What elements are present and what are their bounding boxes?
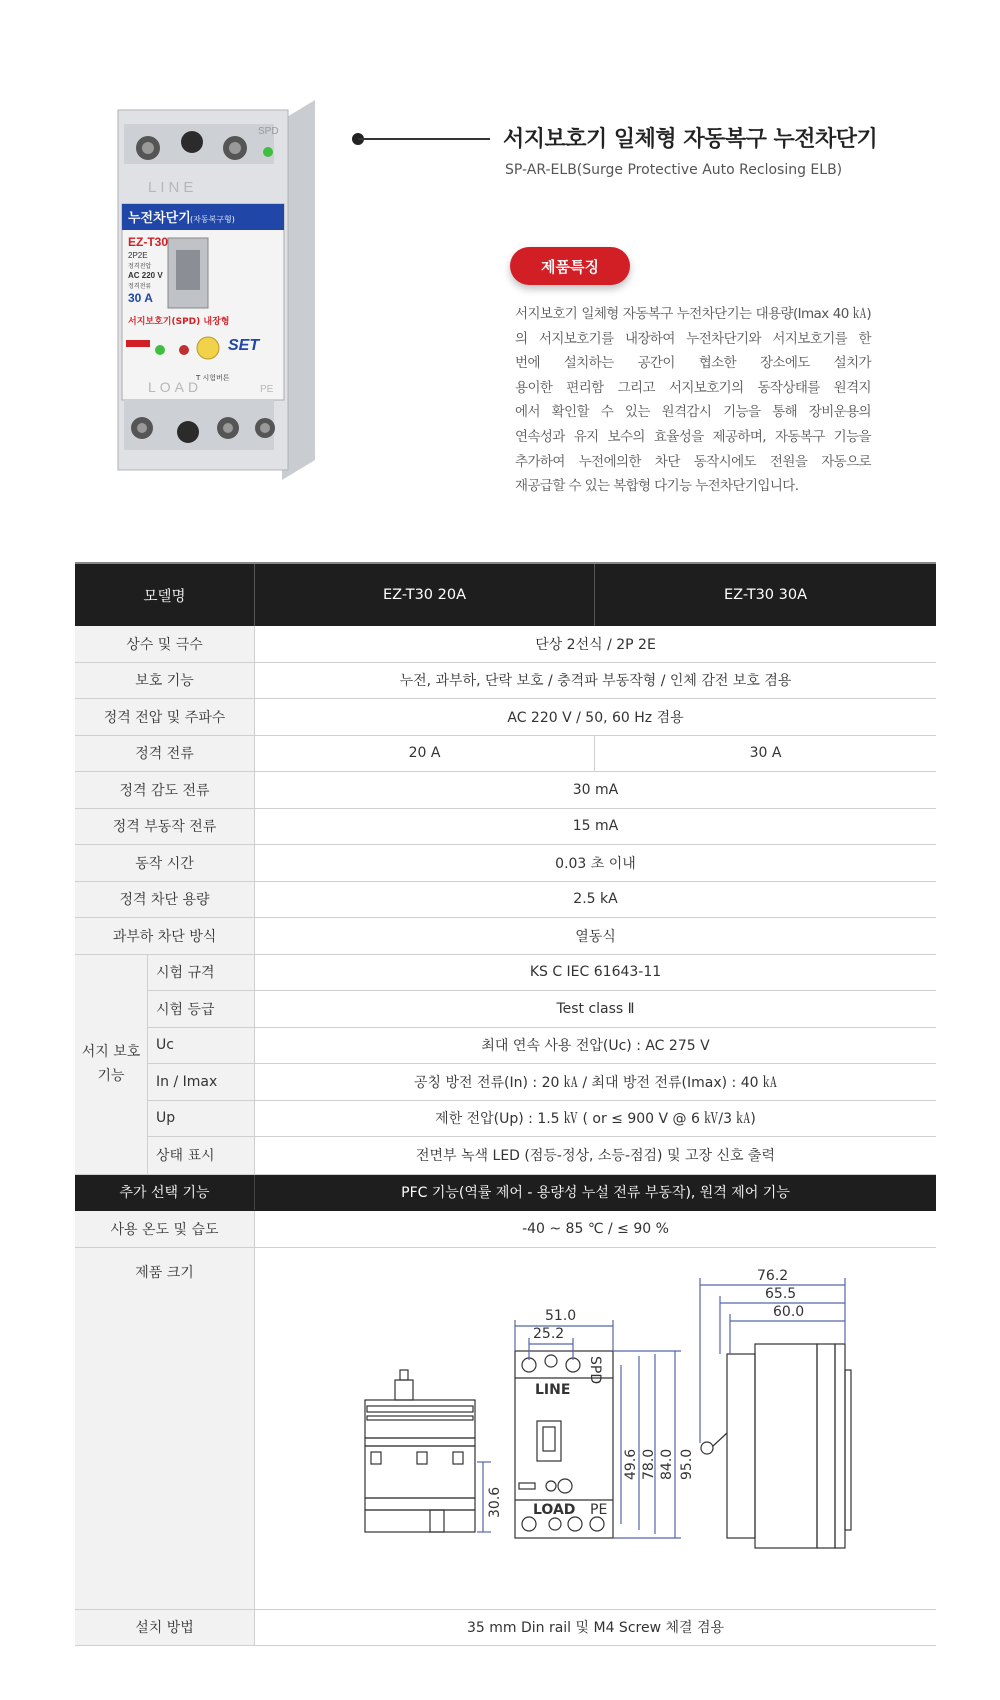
feature-line: 에서 확인할 수 있는 원격감시 기능을 통해 장비운용의 — [515, 404, 871, 421]
spec-row — [75, 809, 936, 846]
dim-front-load-label: LOAD — [533, 1501, 576, 1518]
device-line-label: LINE — [148, 179, 198, 196]
spec-table-header — [75, 562, 936, 626]
surge-value: KS C IEC 61643-11 — [529, 964, 662, 981]
surge-row — [148, 1137, 936, 1174]
spec-row — [75, 882, 936, 919]
spec-label: 정격 차단 용량 — [75, 882, 255, 918]
feature-line: 재공급할 수 있는 복합형 다기능 누전차단기입니다. — [515, 478, 799, 495]
device-spd-note: 서지보호기(SPD) 내장형 — [128, 317, 230, 327]
dim-side-height: 30.6 — [487, 1486, 503, 1518]
spec-value: 2.5 kA — [573, 891, 618, 908]
dim-front-line-label: LINE — [535, 1381, 571, 1398]
dim-height-3: 84.0 — [659, 1448, 675, 1480]
header-model-a: EZ-T30 20A — [255, 564, 595, 626]
feature-line: 서지보호기 일체형 자동복구 누전차단기는 대용량(Imax 40 ㎄) — [515, 306, 871, 322]
dim-height-4: 95.0 — [679, 1448, 695, 1480]
dim-height-2: 78.0 — [641, 1448, 657, 1480]
spec-value: 35 mm Din rail 및 M4 Screw 체결 겸용 — [466, 1620, 725, 1637]
spec-label: 보호 기능 — [75, 663, 255, 699]
dim-front-width: 51.0 — [545, 1307, 577, 1324]
surge-value: 최대 연속 사용 전압(Uc) : AC 275 V — [481, 1038, 710, 1055]
device-pole: 2P2E — [128, 251, 148, 260]
spec-row-dimensions — [75, 1248, 936, 1610]
dimension-drawing-svg — [255, 1248, 936, 1610]
fault-led-icon — [179, 345, 189, 355]
surge-value: 제한 전압(Up) : 1.5 ㎸ ( or ≤ 900 V @ 6 ㎸/3 ㎄) — [435, 1111, 756, 1128]
spec-table — [75, 562, 936, 1646]
spec-value-a: 20 A — [255, 736, 595, 772]
surge-value: 공칭 방전 전류(In) : 20 ㎄ / 최대 방전 전류(Imax) : 40 ㎄ — [414, 1074, 777, 1091]
surge-sub-label: In / Imax — [148, 1064, 255, 1100]
surge-value: Test class Ⅱ — [556, 1000, 635, 1017]
surge-sub-label: 시험 등급 — [148, 991, 255, 1027]
device-name-sub: (자동복구형) — [190, 215, 235, 224]
spec-value-b: 30 A — [749, 745, 782, 762]
spec-row — [75, 699, 936, 736]
spec-value: 15 mA — [572, 818, 619, 835]
feature-line: 용이한 편리함 그리고 서지보호기의 동작상태를 원격지 — [515, 379, 871, 396]
spec-row — [75, 626, 936, 663]
surge-row — [148, 1028, 936, 1065]
spec-label: 제품 크기 — [75, 1248, 255, 1609]
spec-row — [75, 1211, 936, 1248]
feature-line: 번에 설치하는 공간이 협소한 장소에도 설치가 — [515, 355, 871, 372]
device-voltage: AC 220 V — [128, 271, 163, 280]
device-current: 30 A — [128, 291, 153, 305]
spec-label: 과부하 차단 방식 — [75, 918, 255, 954]
spec-value: 단상 2선식 / 2P 2E — [535, 636, 656, 653]
spd-led-icon — [263, 147, 273, 157]
spec-label: 사용 온도 및 습도 — [75, 1211, 255, 1247]
device-voltage-caption: 정격전압 — [128, 263, 152, 270]
surge-protection-group — [75, 955, 936, 1175]
spec-label: 상수 및 극수 — [75, 626, 255, 662]
surge-value: 전면부 녹색 LED (점등-정상, 소등-점검) 및 고장 신호 출력 — [416, 1148, 775, 1165]
device-current-caption: 정격전류 — [128, 283, 152, 290]
status-led-icon — [155, 345, 165, 355]
spd-led-label: SPD — [258, 126, 279, 137]
feature-description — [515, 302, 871, 499]
spec-value: PFC 기능(역률 제어 - 용량성 누설 전류 부동작), 원격 제어 기능 — [401, 1185, 790, 1202]
surge-group-label-line: 서지 보호 — [81, 1044, 141, 1060]
test-button-icon — [197, 337, 219, 359]
dim-depth-2: 65.5 — [765, 1285, 797, 1302]
spec-row — [75, 918, 936, 955]
surge-sub-label: Uc — [148, 1028, 255, 1064]
product-photo — [110, 100, 330, 480]
spec-value: AC 220 V / 50, 60 Hz 겸용 — [507, 709, 684, 726]
dim-front-half-width: 25.2 — [533, 1325, 565, 1342]
dim-depth-1: 76.2 — [757, 1267, 789, 1284]
surge-row — [148, 1101, 936, 1138]
surge-row — [148, 955, 936, 992]
device-brand: SET — [228, 337, 260, 354]
feature-line: 의 서지보호기를 내장하여 누전차단기와 서지보호기를 한 — [515, 330, 871, 347]
spec-label: 설치 방법 — [75, 1610, 255, 1646]
dimension-drawing — [255, 1248, 936, 1609]
header-model-b: EZ-T30 30A — [723, 587, 808, 603]
spec-row-install — [75, 1610, 936, 1647]
feature-badge: 제품특징 — [510, 247, 630, 285]
spec-row — [75, 845, 936, 882]
feature-line: 연속성과 유지 보수의 효율성을 제공하며, 자동복구 기능을 — [515, 428, 871, 445]
spec-row-rated-current — [75, 736, 936, 773]
device-name: 누전차단기 — [128, 211, 191, 226]
device-pe-label: PE — [260, 384, 274, 395]
spec-label: 정격 부동작 전류 — [75, 809, 255, 845]
dim-depth-3: 60.0 — [773, 1303, 805, 1320]
surge-group-label-line: 기능 — [97, 1068, 125, 1084]
spec-value: 30 mA — [572, 781, 619, 798]
feature-line: 추가하여 누전에의한 차단 동작시에도 전원을 자동으로 — [515, 453, 871, 470]
dim-height-1: 49.6 — [623, 1448, 639, 1480]
surge-row — [148, 991, 936, 1028]
spec-row — [75, 663, 936, 700]
surge-row — [148, 1064, 936, 1101]
spec-row-options — [75, 1175, 936, 1212]
spec-value: 열동식 — [575, 928, 616, 945]
header-model-label: 모델명 — [75, 564, 255, 626]
surge-group-label — [75, 955, 148, 1174]
device-load-label: LOAD — [148, 379, 203, 395]
spec-value: 누전, 과부하, 단락 보호 / 충격파 부동작형 / 인체 감전 보호 겸용 — [399, 673, 792, 690]
spec-label: 정격 감도 전류 — [75, 772, 255, 808]
spec-row — [75, 772, 936, 809]
spec-value: 0.03 초 이내 — [555, 855, 636, 872]
terminal-hole-icon — [181, 131, 203, 153]
spec-label: 정격 전류 — [75, 736, 255, 772]
dim-front-pe-label: PE — [590, 1501, 608, 1518]
product-title: 서지보호기 일체형 자동복구 누전차단기 — [503, 127, 878, 152]
device-model: EZ-T30 — [128, 235, 169, 249]
device-test-label: T 시험버튼 — [196, 374, 230, 382]
surge-sub-label: Up — [148, 1101, 255, 1137]
title-divider — [358, 138, 490, 140]
surge-sub-label: 상태 표시 — [148, 1137, 255, 1174]
spec-label: 동작 시간 — [75, 845, 255, 881]
spec-label: 추가 선택 기능 — [75, 1175, 255, 1211]
product-subtitle: SP-AR-ELB(Surge Protective Auto Reclosing ELB) — [505, 162, 843, 178]
dim-front-spd-label: SPD — [587, 1355, 603, 1384]
surge-sub-label: 시험 규격 — [148, 955, 255, 991]
spec-label: 정격 전압 및 주파수 — [75, 699, 255, 735]
spec-value: -40 ~ 85 ℃ / ≤ 90 % — [522, 1220, 669, 1237]
